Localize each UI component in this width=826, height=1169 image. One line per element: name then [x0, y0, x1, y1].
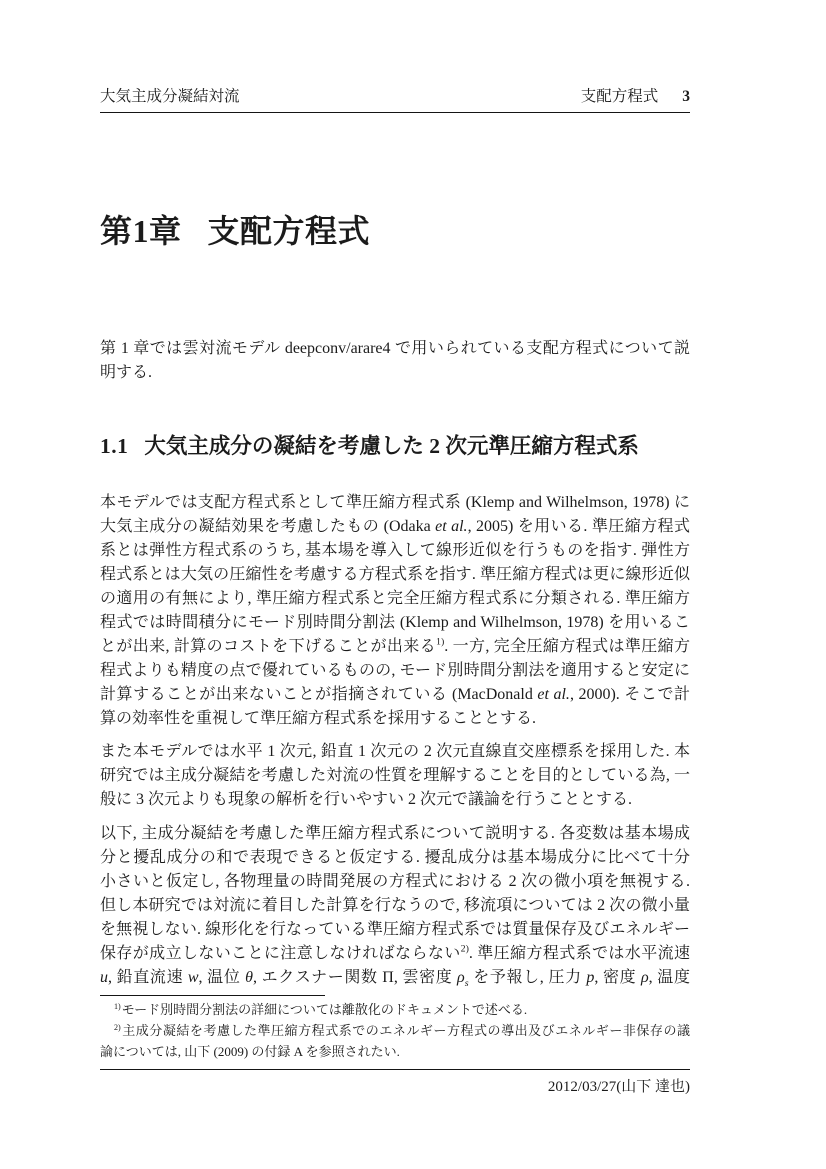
chapter-heading	[100, 209, 690, 253]
text-line: 算の効率性を重視して準圧縮方程式系を採用することとする.	[100, 710, 537, 727]
text-line: 般に 3 次元よりも現象の解析を行いやすい 2 次元で議論を行うこととする.	[100, 791, 633, 808]
text-line: 研究では主成分凝結を考慮した対流の性質を理解することを目的としている為, 一	[100, 767, 690, 784]
footnote-1	[100, 999, 690, 1020]
text-line: 保存が成立しないことに注意しなければならない$^{2)}$. 準圧縮方程式系では水平流速	[100, 943, 690, 962]
text-line: の適用の有無により, 準圧縮方程式系と完全圧縮方程式系に分類される. 準圧縮方	[100, 590, 690, 607]
text-line: 程式では時間積分にモード別時間分割法 (Klemp and Wilhelmson, 1978) を用いるこ	[100, 614, 690, 631]
running-head-left: 大気主成分凝結対流	[100, 88, 240, 105]
intro-paragraph	[100, 337, 690, 385]
text-line: 計算することが出来ないことが指摘されている (MacDonald et al., 2000). そこで計	[100, 686, 690, 703]
text-line: を無視しない. 線形化を行なっている準圧縮方程式系では質量保存及びエネルギー	[100, 921, 690, 938]
footer-date-author: 2012/03/27(山下 達也)	[547, 1079, 690, 1095]
text-line: 以下, 主成分凝結を考慮した準圧縮方程式系について説明する. 各変数は基本場成	[100, 825, 690, 842]
footnote-rule	[100, 995, 325, 996]
running-head-title: 支配方程式	[580, 88, 659, 105]
chapter-title: 支配方程式	[207, 213, 371, 249]
section-heading	[100, 431, 690, 461]
text-line: 程式系とは大気の圧縮性を考慮する方程式系を指す. 準圧縮方程式は更に線形近似	[100, 566, 690, 583]
section-title: 大気主成分の凝結を考慮した 2 次元準圧縮方程式系	[144, 434, 639, 458]
footnotes	[100, 999, 690, 1062]
footnote-marker: 1)	[114, 1001, 121, 1011]
chapter-number: 第1章	[100, 213, 182, 249]
text-line: 第 1 章では雲対流モデル deepconv/arare4 で用いられている支配方程式について説	[100, 340, 690, 357]
body-paragraph-3	[100, 822, 690, 990]
text-line: 論については, 山下 (2009) の付録 A を参照されたい.	[100, 1044, 400, 1059]
running-head-right	[581, 84, 690, 106]
text-line: u, 鉛直流速 w, 温位 θ, エクスナー関数 Π, 雲密度 $\rho_s$ を予報し, 圧力 p, 密度 ρ, 温度	[100, 969, 690, 990]
text-line: $^{2)}$主成分凝結を考慮した準圧縮方程式系でのエネルギー方程式の導出及びエネルギー非保存の議	[114, 1022, 690, 1038]
text-line: 本モデルでは支配方程式系として準圧縮方程式系 (Klemp and Wilhelmson, 1978) に	[100, 494, 690, 511]
footnote-marker: 2)	[114, 1022, 121, 1032]
page-header	[100, 84, 690, 113]
text-line: また本モデルでは水平 1 次元, 鉛直 1 次元の 2 次元直線直交座標系を採用した. 本	[100, 743, 690, 760]
text-line: 系とは弾性方程式系のうち, 基本場を導入して線形近似を行うものを指す. 弾性方	[100, 542, 690, 559]
text-line: とが出来, 計算のコストを下げることが出来る$^{1)}$. 一方, 完全圧縮方程式は準圧縮方	[100, 636, 690, 655]
text-line: 分と擾乱成分の和で表現できると仮定する. 擾乱成分は基本場成分に比べて十分	[100, 849, 690, 866]
text-line: $^{1)}$モード別時間分割法の詳細については離散化のドキュメントで述べる.	[114, 1001, 528, 1017]
text-line: 明する.	[100, 364, 153, 381]
body-paragraph-1	[100, 491, 690, 731]
page-number: 3	[682, 88, 690, 105]
text-line: 程式よりも精度の点で優れているものの, モード別時間分割法を適用すると安定に	[100, 662, 690, 679]
section-number: 1.1	[100, 434, 129, 458]
text-line: 小さいと仮定し, 各物理量の時間発展の方程式における 2 次の微小項を無視する.	[100, 873, 690, 890]
page-footer	[100, 1069, 690, 1096]
page	[100, 0, 690, 1096]
text-line: 但し本研究では対流に着目した計算を行なうので, 移流項については 2 次の微小量	[100, 897, 690, 914]
footnote-2	[100, 1020, 690, 1062]
body-paragraph-2	[100, 740, 690, 812]
text-line: 大気主成分の凝結効果を考慮したもの (Odaka et al., 2005) を用いる. 準圧縮方程式	[100, 518, 690, 535]
